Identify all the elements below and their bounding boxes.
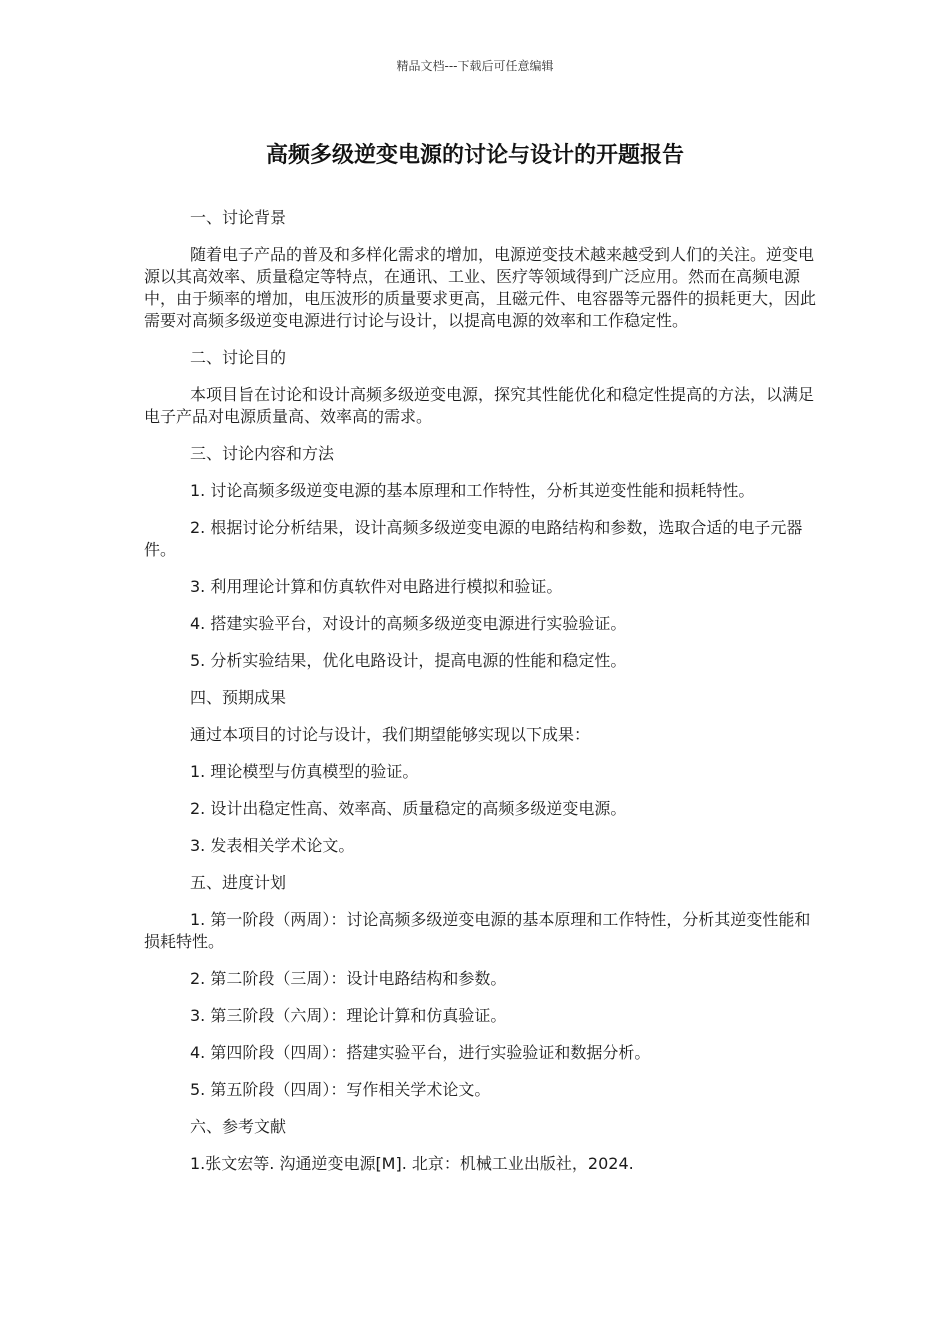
section-heading-background: 一、讨论背景 xyxy=(190,208,287,227)
list-item: 4. 搭建实验平台，对设计的高频多级逆变电源进行实验验证。 xyxy=(190,614,627,633)
reference-item: 1.张文宏等. 沟通逆变电源[M]. 北京：机械工业出版社，2024. xyxy=(190,1154,634,1173)
list-item: 3. 第三阶段（六周）：理论计算和仿真验证。 xyxy=(190,1006,507,1025)
section-heading-schedule: 五、进度计划 xyxy=(190,873,287,892)
list-item: 4. 第四阶段（四周）：搭建实验平台，进行实验验证和数据分析。 xyxy=(190,1043,651,1062)
list-item: 3. 发表相关学术论文。 xyxy=(190,836,355,855)
list-item: 1. 第一阶段（两周）：讨论高频多级逆变电源的基本原理和工作特性，分析其逆变性能和损耗特性。 xyxy=(144,910,811,951)
list-item: 3. 利用理论计算和仿真软件对电路进行模拟和验证。 xyxy=(190,577,563,596)
section-heading-purpose: 二、讨论目的 xyxy=(190,348,287,367)
section-heading-references: 六、参考文献 xyxy=(190,1117,287,1136)
list-item: 5. 分析实验结果，优化电路设计，提高电源的性能和稳定性。 xyxy=(190,651,627,670)
list-item: 5. 第五阶段（四周）：写作相关学术论文。 xyxy=(190,1080,491,1099)
list-item: 2. 设计出稳定性高、效率高、质量稳定的高频多级逆变电源。 xyxy=(190,799,627,818)
document-title: 高频多级逆变电源的讨论与设计的开题报告 xyxy=(265,143,684,168)
list-item: 2. 根据讨论分析结果，设计高频多级逆变电源的电路结构和参数，选取合适的电子元器件。 xyxy=(144,518,803,559)
list-item: 1. 讨论高频多级逆变电源的基本原理和工作特性，分析其逆变性能和损耗特性。 xyxy=(190,481,755,500)
list-item: 1. 理论模型与仿真模型的验证。 xyxy=(190,762,419,781)
list-item: 2. 第二阶段（三周）：设计电路结构和参数。 xyxy=(190,969,507,988)
background-paragraph: 随着电子产品的普及和多样化需求的增加，电源逆变技术越来越受到人们的关注。逆变电源以其高效率、质量稳定等特点，在通讯、工业、医疗等领域得到广泛应用。然而在高频电源中，由于频率的增加，电压波形的质量要求更高，且磁元件、电容器等元器件的损耗更大，因此需要对高频多级逆变电源进行讨论与设计，以提高电源的效率和工作稳定性。 xyxy=(144,245,817,330)
document-body xyxy=(144,207,816,1190)
purpose-paragraph: 本项目旨在讨论和设计高频多级逆变电源，探究其性能优化和稳定性提高的方法，以满足电子产品对电源质量高、效率高的需求。 xyxy=(144,385,815,426)
section-heading-methods: 三、讨论内容和方法 xyxy=(190,444,335,463)
outcomes-intro: 通过本项目的讨论与设计，我们期望能够实现以下成果： xyxy=(190,725,591,744)
header-note: 精品文档---下载后可任意编辑 xyxy=(396,59,554,73)
section-heading-outcomes: 四、预期成果 xyxy=(190,688,287,707)
